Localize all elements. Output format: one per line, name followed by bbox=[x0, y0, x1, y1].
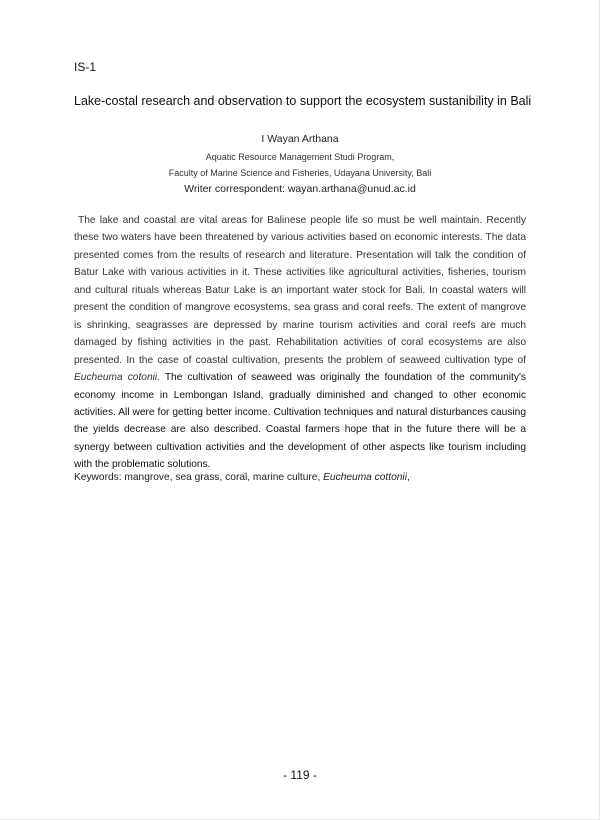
affiliation-line-1: Aquatic Resource Management Studi Program, bbox=[205, 152, 395, 162]
author-name: I Wayan Arthana bbox=[261, 133, 339, 145]
keywords-suffix: , bbox=[406, 472, 410, 483]
keywords-label: Keywords: mangrove, sea grass, coral, marine culture, bbox=[74, 472, 324, 483]
abstract-code: IS-1 bbox=[74, 60, 97, 74]
abstract-body bbox=[74, 212, 526, 474]
page-number: - 119 - bbox=[283, 768, 317, 782]
abstract-text-part-1: The lake and coastal are vital areas for Balinese people life so must be well maintain. Recently these two waters have been threatened by various activities based on economic interests. The data presented comes from the results of research and literature. Presentation will talk the condition of Batur Lake with various activities in it. These activities like agricultural activities, fisheries, tourism and cultural rituals whereas Batur Lake is an important water stock for Bali. In coastal waters will present the condition of mangrove ecosystems, sea grass and coral reefs. The extent of mangrove is shrinking, seagrasses are depressed by marine tourism activities and coral reefs are much damaged by fishing activities in the past. Rehabilitation activities of coral ecosystems are also presented. In the case of coastal cultivation, presents the problem of seaweed cultivation type of bbox=[74, 215, 526, 366]
correspondent-email: Writer correspondent: wayan.arthana@unud.ac.id bbox=[184, 183, 416, 195]
affiliation-line-2: Faculty of Marine Science and Fisheries, Udayana University, Bali bbox=[168, 168, 432, 178]
abstract-text-part-2: The cultivation of seaweed was originally the foundation of the community's economy income in Lembongan Island, gradually diminished and changed to other economic activities. All were for getting better income. Cultivation techniques and natural disturbances causing the yields decrease are also described. Coastal farmers hope that in the future there will be a synergy between cultivation activities and the development of other aspects like tourism including with the problematic solutions. bbox=[74, 372, 526, 471]
keywords-species: Eucheuma cottonii bbox=[323, 472, 407, 483]
abstract-species-name: Eucheuma cotonii. bbox=[74, 372, 160, 384]
abstract-paragraph bbox=[74, 212, 526, 474]
paper-title: Lake-costal research and observation to support the ecosystem sustanibility in Bali bbox=[74, 94, 532, 108]
keywords-line bbox=[74, 472, 526, 483]
